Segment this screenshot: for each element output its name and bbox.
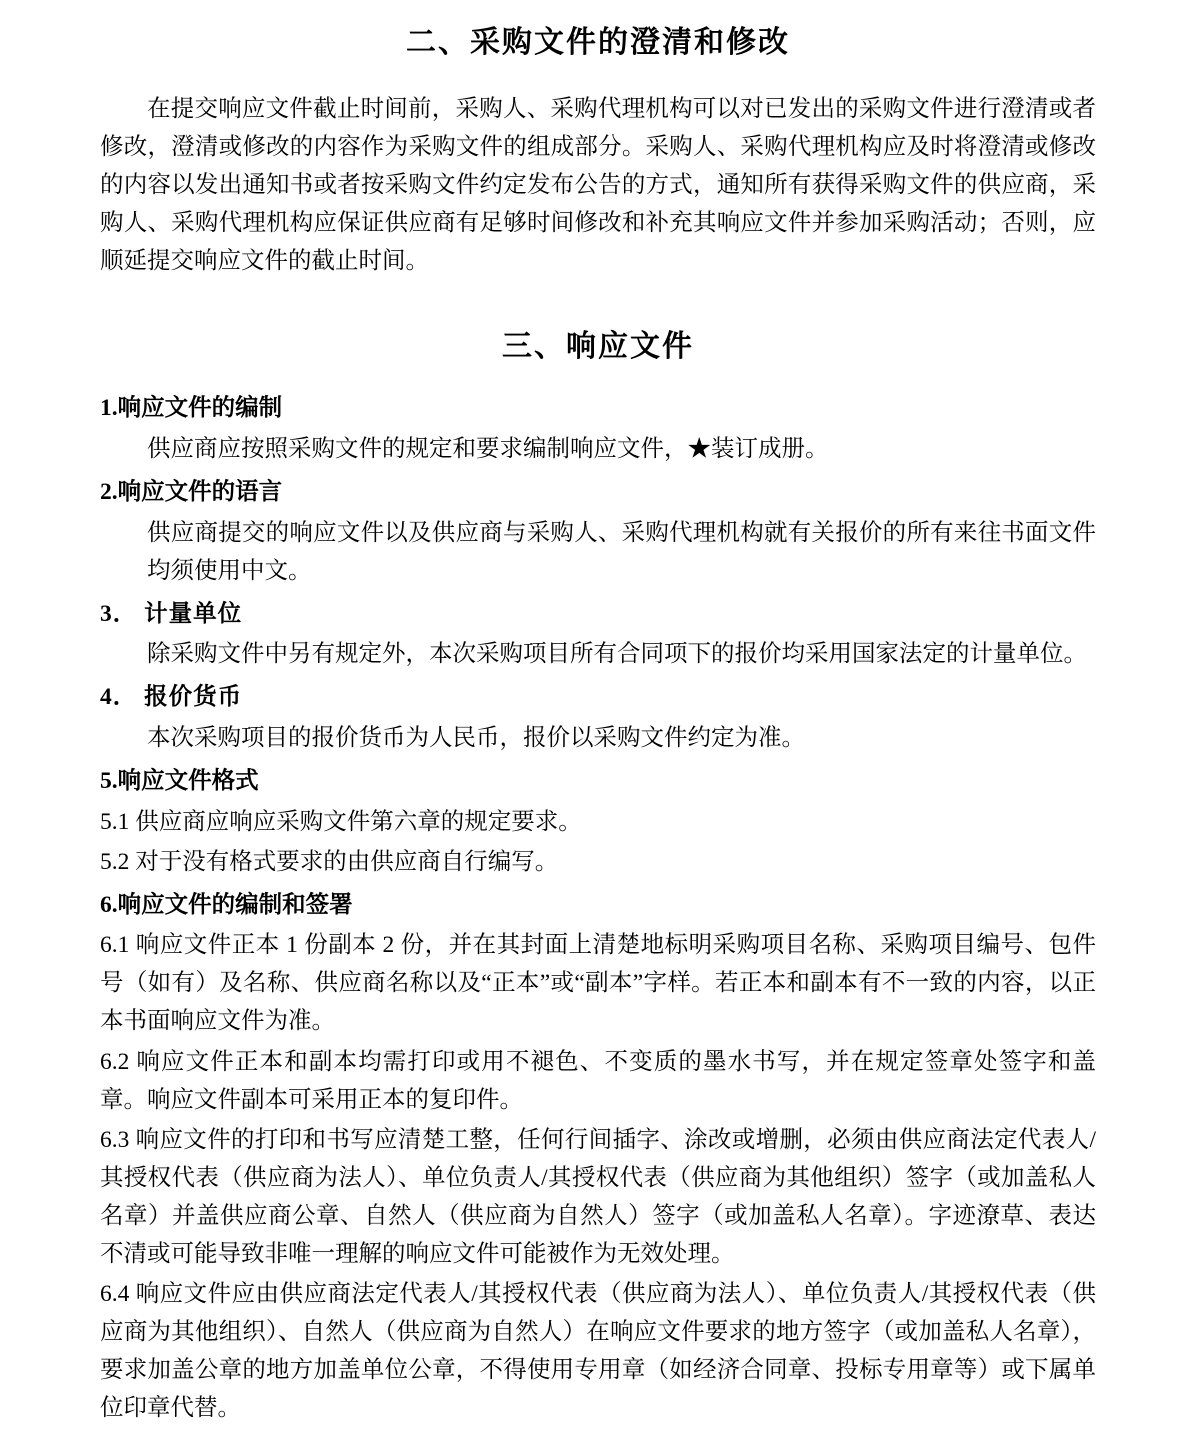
paragraph: 5.2 对于没有格式要求的由供应商自行编写。 (100, 848, 559, 875)
item-2 (100, 474, 1096, 590)
paragraph: 6.2 响应文件正本和副本均需打印或用不褪色、不变质的墨水书写，并在规定签章处签字和盖章。响应文件副本可采用正本的复印件。 (100, 1048, 1096, 1113)
item-3 (100, 596, 1096, 674)
paragraph: 6.4 响应文件应由供应商法定代表人/其授权代表（供应商为法人）、单位负责人/其授权代表（供应商为其他组织）、自然人（供应商为自然人）在响应文件要求的地方签字（或加盖私人名章），要求加盖公章的地方加盖单位公章，不得使用专用章（如经济合同章、投标专用章等）或下属单位印章代替。 (100, 1280, 1096, 1422)
item-4 (100, 679, 1096, 757)
paragraph: 6.1 响应文件正本 1 份副本 2 份，并在其封面上清楚地标明采购项目名称、采购项目编号、包件号（如有）及名称、供应商名称以及“正本”或“副本”字样。若正本和副本有不一致的内容，以正本书面响应文件为准。 (100, 932, 1096, 1035)
paragraph: 供应商提交的响应文件以及供应商与采购人、采购代理机构就有关报价的所有来往书面文件均须使用中文。 (147, 519, 1096, 584)
page-title-section-two: 二、采购文件的澄清和修改 (406, 26, 790, 59)
item-heading: 4． 报价货币 (100, 684, 243, 711)
paragraph: 供应商应按照采购文件的规定和要求编制响应文件，★装订成册。 (147, 435, 829, 462)
item-5 (100, 763, 1096, 881)
item-heading: 1.响应文件的编制 (100, 395, 283, 422)
paragraph: 6.3 响应文件的打印和书写应清楚工整，任何行间插字、涂改或增删，必须由供应商法定代表人/其授权代表（供应商为法人）、单位负责人/其授权代表（供应商为其他组织）签字（或加盖私人名章）并盖供应商公章、自然人（供应商为自然人）签字（或加盖私人名章）。字迹潦草、表达不清或可能导致非唯一理解的响应文件可能被作为无效处理。 (100, 1126, 1096, 1267)
item-heading: 6.响应文件的编制和签署 (100, 891, 353, 918)
page-title-section-three: 三、响应文件 (502, 330, 694, 364)
paragraph: 在提交响应文件截止时间前，采购人、采购代理机构可以对已发出的采购文件进行澄清或者修改，澄清或修改的内容作为采购文件的组成部分。采购人、采购代理机构应及时将澄清或修改的内容以发出通知书或者按采购文件约定发布公告的方式，通知所有获得采购文件的供应商，采购人、采购代理机构应保证供应商有足够时间修改和补充其响应文件并参加采购活动；否则，应顺延提交响应文件的截止时间。 (100, 96, 1096, 275)
item-heading: 5.响应文件格式 (100, 768, 259, 794)
item-1 (100, 390, 1096, 468)
item-heading: 3． 计量单位 (100, 600, 243, 627)
paragraph: 5.1 供应商应响应采购文件第六章的规定要求。 (100, 808, 582, 835)
paragraph: 除采购文件中另有规定外，本次采购项目所有合同项下的报价均采用国家法定的计量单位。 (147, 641, 1087, 668)
section-two-body (100, 90, 1096, 280)
item-6 (100, 887, 1096, 1427)
item-heading: 2.响应文件的语言 (100, 478, 283, 505)
paragraph: 本次采购项目的报价货币为人民币，报价以采购文件约定为准。 (147, 724, 805, 751)
